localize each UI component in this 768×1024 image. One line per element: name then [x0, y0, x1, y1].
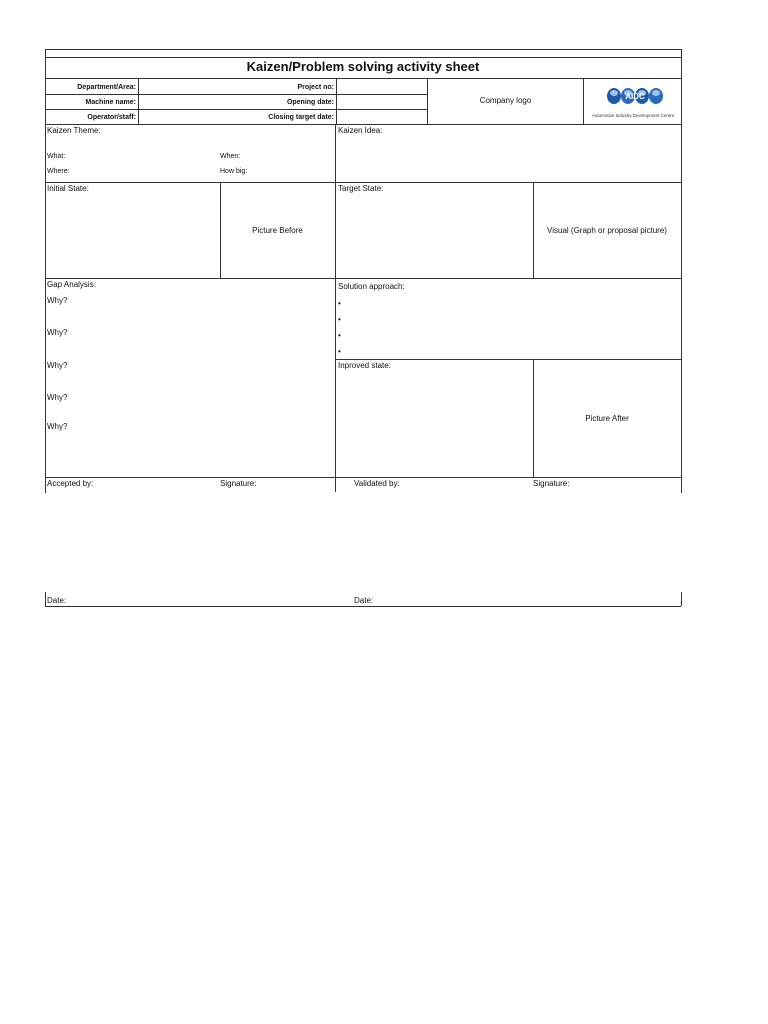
operator-label: Operator/staff:	[87, 114, 136, 121]
logo-caption: Automotive Industry Development Centre	[591, 113, 675, 118]
closing-field[interactable]	[337, 110, 426, 123]
kaizen-theme-label: Kaizen Theme:	[47, 126, 101, 135]
signature-label-2: Signature:	[533, 479, 570, 488]
title-top-border	[45, 57, 681, 58]
where-label: Where:	[47, 168, 70, 175]
department-field[interactable]	[139, 79, 235, 93]
machine-label: Machine name:	[85, 99, 136, 106]
kaizen-sheet	[45, 49, 681, 607]
company-logo-placeholder: Company logo	[479, 96, 532, 105]
visual-graph: Visual (Graph or proposal picture)	[547, 226, 667, 235]
machine-field[interactable]	[139, 95, 235, 108]
kaizen-idea-label: Kaizen Idea:	[338, 126, 383, 135]
signature-label-1: Signature:	[220, 479, 257, 488]
solution-bullet: •	[338, 299, 341, 308]
picture-before: Picture Before	[252, 226, 303, 235]
bottom-border	[45, 606, 681, 607]
date-right-border	[681, 592, 682, 606]
project-field[interactable]	[337, 79, 426, 93]
accepted-by-label: Accepted by:	[47, 479, 94, 488]
solution-bullet: •	[338, 315, 341, 324]
picture-after: Picture After	[585, 414, 629, 423]
why-3: Why?	[47, 361, 68, 370]
closing-label: Closing target date:	[268, 114, 334, 121]
section-line	[45, 124, 681, 125]
target-state-label: Target State:	[338, 184, 384, 193]
section-line	[45, 278, 681, 279]
project-label: Project no:	[297, 84, 334, 91]
date-label-1: Date:	[47, 596, 67, 605]
date-label-2: Date:	[354, 596, 374, 605]
solution-approach-label: Solution approach:	[338, 282, 405, 291]
operator-field[interactable]	[139, 110, 235, 123]
department-label: Department/Area:	[77, 84, 136, 91]
section-line	[335, 359, 681, 360]
what-label: What:	[47, 153, 66, 160]
when-label: When:	[220, 153, 241, 160]
date-left-border	[45, 592, 46, 606]
solution-bullet: •	[338, 347, 341, 356]
opening-label: Opening date:	[286, 99, 334, 106]
validated-by-label: Validated by:	[354, 479, 400, 488]
why-1: Why?	[47, 296, 68, 305]
improved-state-label: Inproved state:	[338, 361, 391, 370]
opening-field[interactable]	[337, 95, 426, 108]
section-line	[45, 182, 681, 183]
middle-divider	[335, 124, 336, 492]
aidc-logo	[605, 84, 665, 108]
gap-analysis-label: Gap Analysis:	[47, 280, 96, 289]
why-5: Why?	[47, 422, 68, 431]
logo-text: AIDC	[625, 92, 645, 101]
why-4: Why?	[47, 393, 68, 402]
why-2: Why?	[47, 328, 68, 337]
initial-state-label: Initial State:	[47, 184, 89, 193]
sheet-title: Kaizen/Problem solving activity sheet	[246, 59, 480, 74]
top-border	[45, 49, 681, 50]
footer-line	[45, 477, 681, 478]
solution-bullet: •	[338, 331, 341, 340]
how-big-label: How big:	[220, 168, 248, 175]
